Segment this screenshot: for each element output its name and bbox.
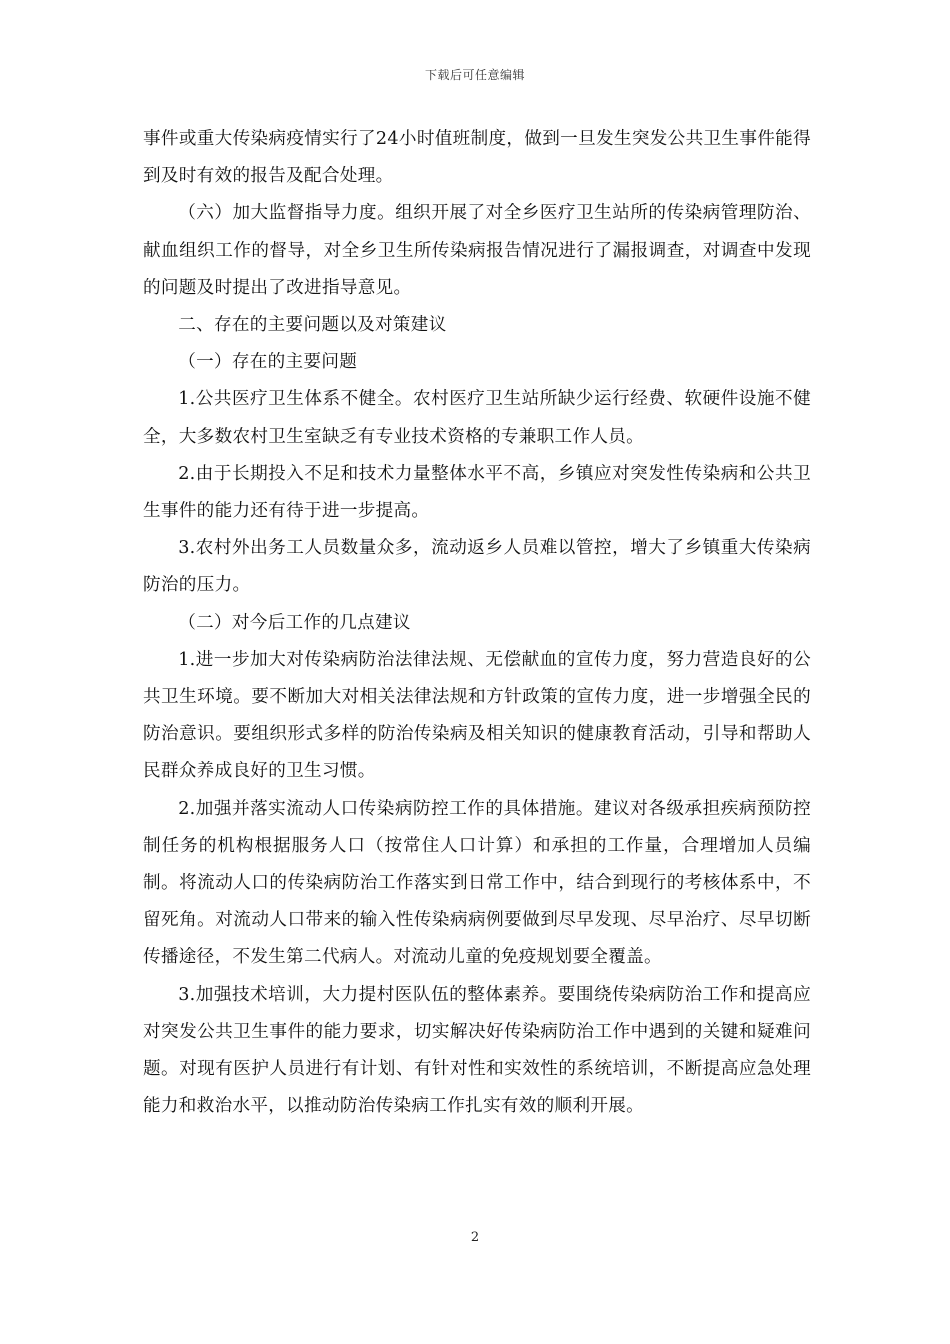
document-body	[143, 121, 811, 1125]
subsection-heading-suggestions: （二）对今后工作的几点建议	[178, 612, 411, 633]
page-number: 2	[470, 1230, 480, 1245]
subsection-heading-main-problems: （一）存在的主要问题	[178, 352, 358, 373]
paragraph-supervision: （六）加大监督指导力度。组织开展了对全乡医疗卫生站所的传染病管理防治、献血组织工作的督导，对全乡卫生所传染病报告情况进行了漏报调查，对调查中发现的问题及时提出了改进指导意见。	[143, 203, 811, 298]
problem-item-2: 2.由于长期投入不足和技术力量整体水平不高，乡镇应对突发性传染病和公共卫生事件的能力还有待于进一步提高。	[143, 463, 811, 522]
page-header: 下载后可任意编辑	[424, 68, 525, 82]
section-heading-problems-and-suggestions: 二、存在的主要问题以及对策建议	[178, 315, 447, 336]
suggestion-item-1: 1.进一步加大对传染病防治法律法规、无偿献血的宣传力度，努力营造良好的公共卫生环境。要不断加大对相关法律法规和方针政策的宣传力度，进一步增强全民的防治意识。要组织形式多样的防治传染病及相关知识的健康教育活动，引导和帮助人民群众养成良好的卫生习惯。	[143, 649, 811, 782]
suggestion-item-2: 2.加强并落实流动人口传染病防控工作的具体措施。建议对各级承担疾病预防控制任务的机构根据服务人口（按常住人口计算）和承担的工作量，合理增加人员编制。将流动人口的传染病防治工作落实到日常工作中，结合到现行的考核体系中，不留死角。对流动人口带来的输入性传染病病例要做到尽早发现、尽早治疗、尽早切断传播途径，不发生第二代病人。对流动儿童的免疫规划要全覆盖。	[143, 798, 811, 968]
problem-item-1: 1.公共医疗卫生体系不健全。农村医疗卫生站所缺少运行经费、软硬件设施不健全，大多数农村卫生室缺乏有专业技术资格的专兼职工作人员。	[143, 389, 811, 447]
problem-item-3: 3.农村外出务工人员数量众多，流动返乡人员难以管控，增大了乡镇重大传染病防治的压力。	[143, 538, 811, 596]
paragraph-continuation: 事件或重大传染病疫情实行了24小时值班制度，做到一旦发生突发公共卫生事件能得到及时有效的报告及配合处理。	[143, 129, 811, 187]
suggestion-item-3: 3.加强技术培训，大力提村医队伍的整体素养。要围绕传染病防治工作和提高应对突发公共卫生事件的能力要求，切实解决好传染病防治工作中遇到的关键和疑难问题。对现有医护人员进行有计划、有针对性和实效性的系统培训，不断提高应急处理能力和救治水平，以推动防治传染病工作扎实有效的顺利开展。	[143, 984, 811, 1117]
